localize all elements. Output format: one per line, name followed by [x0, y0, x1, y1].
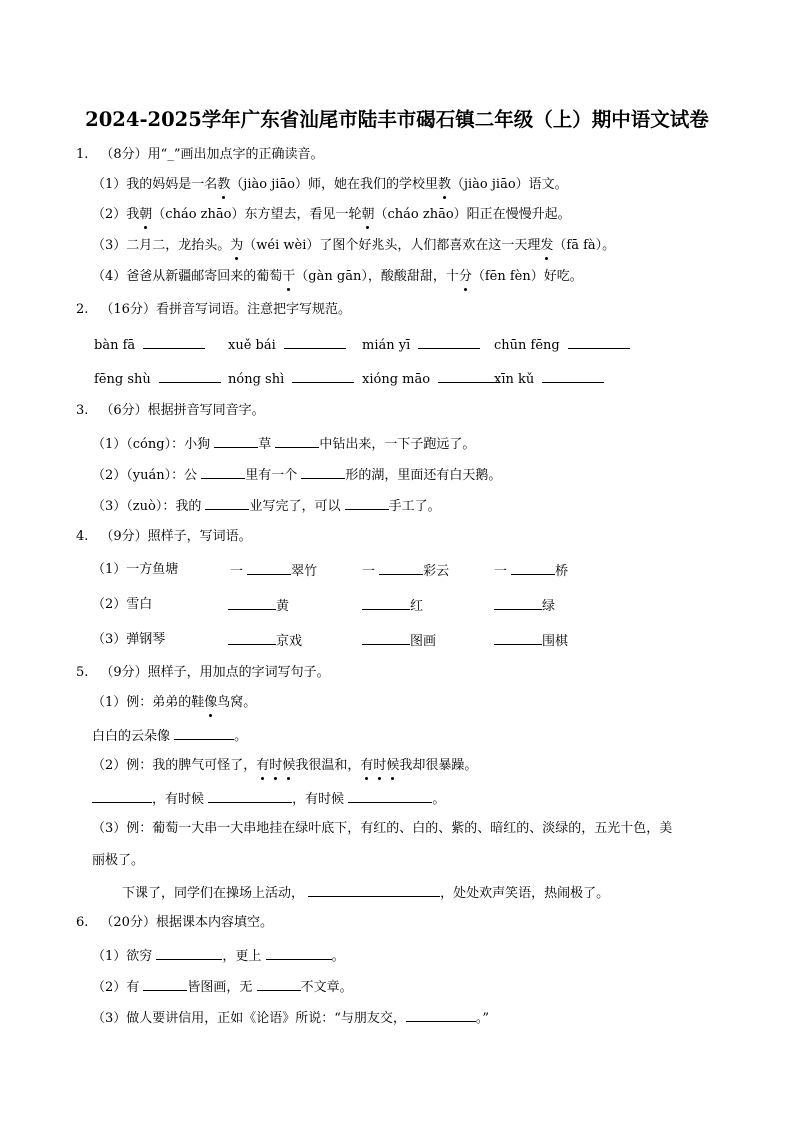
dotted-word [360, 758, 399, 773]
answer-blank[interactable] [438, 369, 500, 383]
pinyin-prompt: bàn fā [94, 338, 136, 353]
question-number: 2. [76, 302, 89, 317]
q5-example-2: （2）例：我的脾气可怪了，有时候我很温和，有时候我却很暴躁。 [92, 758, 478, 773]
q4-row-2-label: （2）雪白 [92, 597, 153, 612]
pinyin-prompt: nóng shì [228, 372, 285, 387]
question-number: 3. [76, 403, 89, 418]
answer-blank[interactable] [156, 946, 222, 960]
dotted-char: 分 [458, 269, 472, 284]
question-number: 4. [76, 529, 89, 544]
q4-cell: 绿 [494, 596, 555, 616]
answer-blank[interactable] [362, 631, 410, 645]
q4-cell: 黄 [228, 596, 289, 616]
q4-cell: 一 彩云 [362, 561, 449, 581]
q2-row-2 [94, 369, 221, 389]
q3-item-2: （2）（yuán）：公 里有一个 形的湖，里面还有白天鹅。 [92, 465, 501, 485]
q5-answer-3: 下课了，同学们在操场上活动， ，处处欢声笑语，热闹极了。 [122, 883, 609, 903]
answer-blank[interactable] [143, 977, 187, 991]
answer-blank[interactable] [379, 561, 423, 575]
q6-item-1: （1）欲穷 ，更上 。 [92, 946, 345, 966]
answer-blank[interactable] [308, 883, 440, 897]
dotted-char: 像 [204, 695, 218, 710]
q4-cell: 图画 [362, 631, 436, 651]
answer-blank[interactable] [228, 596, 276, 610]
answer-blank[interactable] [143, 335, 205, 349]
answer-blank[interactable] [406, 1008, 476, 1022]
answer-blank[interactable] [348, 789, 432, 803]
q4-cell: 京戏 [228, 631, 302, 651]
dotted-char: 干 [282, 269, 296, 284]
q1-item-3: （3）二月二，龙抬头。为（wéi wèi）了图个好兆头，人们都喜欢在这一天理发（fā fà）。 [92, 238, 616, 253]
question-5-stem [76, 664, 330, 682]
q2-row-2-col4 [494, 369, 604, 389]
answer-blank[interactable] [214, 434, 258, 448]
dotted-char: 时 [373, 758, 387, 773]
q4-cell: 一 翠竹 [230, 561, 317, 581]
answer-blank[interactable] [257, 977, 301, 991]
answer-blank[interactable] [92, 789, 152, 803]
exam-title: 2024-2025学年广东省汕尾市陆丰市碣石镇二年级（上）期中语文试卷 [85, 108, 709, 131]
question-text: （9分）照样子，写词语。 [100, 529, 252, 544]
answer-blank[interactable] [208, 789, 292, 803]
q5-example-3-line2: 丽极了。 [92, 853, 145, 868]
question-number: 6. [76, 915, 89, 930]
q4-cell: 围棋 [494, 631, 568, 651]
question-text: （20分）根据课本内容填空。 [100, 915, 273, 930]
q4-cell: 红 [362, 596, 423, 616]
question-text: （16分）看拼音写词语。注意把字写规范。 [100, 302, 351, 317]
answer-blank[interactable] [159, 369, 221, 383]
question-3-stem [76, 402, 265, 420]
answer-blank[interactable] [362, 596, 410, 610]
question-number: 5. [76, 665, 89, 680]
q1-item-4: （4）爸爸从新疆邮寄回来的葡萄干（gàn gān），酸酸甜甜，十分（fēn fèn）好吃。 [92, 269, 583, 284]
q1-item-2: （2）我朝（cháo zhāo）东方望去，看见一轮朝（cháo zhāo）阳正在慢慢升起。 [92, 207, 571, 222]
answer-blank[interactable] [345, 496, 389, 510]
answer-blank[interactable] [542, 369, 604, 383]
q5-example-1: （1）例：弟弟的鞋像鸟窝。 [92, 695, 257, 710]
question-text: （9分）照样子，用加点的字词写句子。 [100, 665, 330, 680]
dotted-char: 有 [360, 758, 374, 773]
pinyin-prompt: xióng māo [362, 372, 431, 387]
answer-blank[interactable] [494, 596, 542, 610]
q2-row-2-col2 [228, 369, 354, 389]
q5-answer-2: ，有时候 ，有时候 。 [92, 789, 445, 809]
pinyin-prompt: chūn fēng [494, 338, 560, 353]
dotted-char: 发 [540, 238, 554, 253]
answer-blank[interactable] [201, 465, 245, 479]
q5-answer-1: 白白的云朵像 。 [92, 726, 247, 746]
answer-blank[interactable] [418, 335, 480, 349]
q1-item-1: （1）我的妈妈是一名教（jiào jiāo）师，她在我们的学校里教（jiào jiāo）语文。 [92, 177, 568, 192]
dotted-char: 候 [282, 758, 296, 773]
question-text: （6分）根据拼音写同音字。 [100, 403, 265, 418]
answer-blank[interactable] [205, 496, 249, 510]
answer-blank[interactable] [511, 561, 555, 575]
question-6-stem [76, 914, 273, 932]
dotted-char: 有 [256, 758, 270, 773]
answer-blank[interactable] [568, 335, 630, 349]
pinyin-prompt: fēng shù [94, 372, 151, 387]
q6-item-2: （2）有 皆图画，无 不文章。 [92, 977, 353, 997]
dotted-char: 朝 [139, 207, 153, 222]
dotted-char: 教 [217, 177, 231, 192]
question-4-stem [76, 528, 252, 546]
answer-blank[interactable] [284, 335, 346, 349]
question-text: （8分）用“_”画出加点字的正确读音。 [100, 147, 324, 162]
q4-cell: 一 桥 [494, 561, 568, 581]
q2-row-1 [94, 335, 205, 355]
q6-item-3: （3）做人要讲信用，正如《论语》所说：“与朋友交， 。” [92, 1008, 489, 1028]
question-number: 1. [76, 147, 89, 162]
dotted-char: 教 [437, 177, 451, 192]
pinyin-prompt: xuě bái [228, 338, 276, 353]
q2-row-2-col3 [362, 369, 500, 389]
q4-row-3-label: （3）弹钢琴 [92, 632, 166, 647]
q5-example-3-line1: （3）例：葡萄一大串一大串地挂在绿叶底下，有红的、白的、紫的、暗红的、淡绿的，五光十色，美 [92, 821, 673, 836]
q2-row-1-col3 [362, 335, 480, 355]
question-1-stem [76, 146, 323, 164]
answer-blank[interactable] [275, 434, 319, 448]
answer-blank[interactable] [228, 631, 276, 645]
q3-item-3: （3）（zuò）：我的 业写完了，可以 手工了。 [92, 496, 441, 516]
dotted-char: 为 [230, 238, 244, 253]
answer-blank[interactable] [301, 465, 345, 479]
q2-row-1-col2 [228, 335, 346, 355]
answer-blank[interactable] [292, 369, 354, 383]
answer-blank[interactable] [266, 946, 332, 960]
dotted-char: 时 [269, 758, 283, 773]
dotted-char: 朝 [361, 207, 375, 222]
dotted-char: 候 [386, 758, 400, 773]
q2-row-1-col4 [494, 335, 630, 355]
question-2-stem [76, 301, 351, 319]
answer-blank[interactable] [247, 561, 291, 575]
dotted-word [256, 758, 295, 773]
answer-blank[interactable] [174, 726, 234, 740]
answer-blank[interactable] [494, 631, 542, 645]
q3-item-1: （1）（cóng）：小狗 草 中钻出来，一下子跑远了。 [92, 434, 475, 454]
pinyin-prompt: mián yī [362, 338, 411, 353]
q4-row-1-label: （1）一方鱼塘 [92, 562, 179, 577]
pinyin-prompt: xīn kǔ [494, 372, 535, 387]
